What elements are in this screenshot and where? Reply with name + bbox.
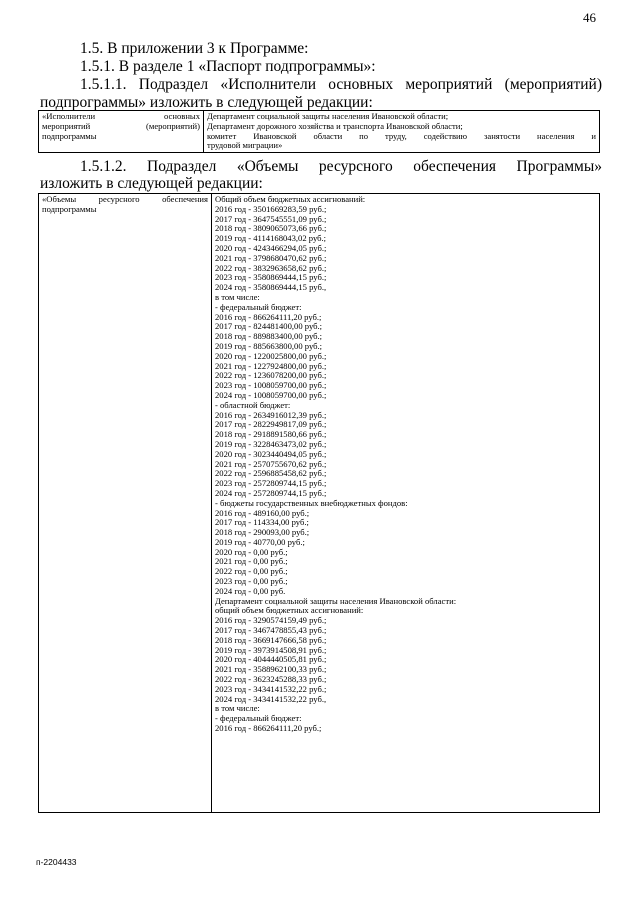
resources-line: 2018 год - 290093,00 руб.; — [215, 527, 310, 538]
resources-line: 2016 год - 489160,00 руб.; — [215, 507, 310, 518]
resources-line: 2021 год - 1227924800,00 руб.; — [215, 360, 327, 371]
executors-label-line: мероприятий (мероприятий) — [42, 120, 200, 131]
resources-label-cell — [39, 194, 212, 813]
resources-line: 2019 год - 40770,00 руб.; — [215, 536, 305, 547]
resources-line: в том числе: — [215, 291, 260, 302]
resources-line: 2020 год - 3023440494,05 руб.; — [215, 448, 327, 459]
resources-line: 2019 год - 885663800,00 руб.; — [215, 340, 323, 351]
resources-line: 2022 год - 3623245288,33 руб.; — [215, 674, 327, 685]
resources-line: 2024 год - 3580869444,15 руб., — [215, 282, 327, 293]
resources-line: 2021 год - 3588962100,33 руб.; — [215, 664, 327, 675]
resources-label-line: «Объемы ресурсного обеспечения — [42, 194, 208, 204]
resources-line: - областной бюджет: — [215, 399, 291, 410]
resources-value-cell — [212, 194, 600, 813]
heading-section-1-5: 1.5. В приложении 3 к Программе: — [80, 40, 309, 57]
resources-line: 2021 год - 2570755670,62 руб.; — [215, 458, 327, 469]
resources-line: - бюджеты государственных внебюджетных фондов: — [215, 497, 408, 508]
resources-line: 2017 год - 824481400,00 руб.; — [215, 321, 323, 332]
resources-line: 2017 год - 2822949817,09 руб.; — [215, 419, 327, 430]
executors-label-line: «Исполнители основных — [42, 111, 200, 121]
resources-line: - федеральный бюджет: — [215, 713, 302, 724]
resources-line: 2016 год - 3501669283,59 руб.; — [215, 203, 327, 214]
resources-line: 2023 год - 3434141532,22 руб.; — [215, 683, 327, 694]
resources-line: 2020 год - 1220025800,00 руб.; — [215, 350, 327, 361]
document-code: п-2204433 — [36, 857, 77, 867]
resources-line: 2024 год - 1008059700,00 руб.; — [215, 389, 327, 400]
executors-label-line: подпрограммы — [42, 130, 97, 141]
page-number: 46 — [583, 10, 596, 25]
resources-line: 2018 год - 3809065073,66 руб.; — [215, 223, 327, 234]
resources-line: 2020 год - 4044440505,81 руб.; — [215, 654, 327, 665]
resources-line: Департамент социальной защиты населения Ивановской области: — [215, 595, 457, 606]
resources-line: в том числе: — [215, 703, 260, 714]
resources-line: 2021 год - 0,00 руб.; — [215, 556, 288, 567]
heading-section-1-5-1-1-cont: подпрограммы» изложить в следующей редакции: — [40, 94, 373, 111]
resources-line: 2022 год - 2596885458,62 руб.; — [215, 468, 327, 479]
resources-line: 2016 год - 2634916012,39 руб.; — [215, 409, 327, 420]
resources-line: 2018 год - 3669147666,58 руб.; — [215, 634, 327, 645]
resources-line: 2022 год - 0,00 руб.; — [215, 566, 288, 577]
executors-line: Департамент социальной защиты населения Ивановской области; — [207, 111, 449, 121]
executors-label-cell — [39, 111, 204, 153]
resources-line: 2023 год - 2572809744,15 руб.; — [215, 478, 327, 489]
resources-line: 2023 год - 3580869444,15 руб.; — [215, 272, 327, 283]
resources-line: 2022 год - 1236078200,00 руб.; — [215, 370, 327, 381]
resources-line: 2023 год - 1008059700,00 руб.; — [215, 380, 327, 391]
resources-line: 2024 год - 0,00 руб. — [215, 585, 286, 596]
heading-section-1-5-1: 1.5.1. В разделе 1 «Паспорт подпрограммы»: — [80, 58, 376, 75]
resources-line: 2020 год - 0,00 руб.; — [215, 546, 288, 557]
executors-line: Департамент дорожного хозяйства и транспорта Ивановской области; — [207, 120, 463, 131]
resources-line: 2016 год - 866264111,20 руб.; — [215, 311, 322, 322]
resources-line: 2016 год - 866264111,20 руб.; — [215, 723, 322, 734]
resources-line: 2017 год - 3647545551,09 руб.; — [215, 213, 327, 224]
resources-line: 2016 год - 3290574159,49 руб.; — [215, 615, 327, 626]
resources-line: 2021 год - 3798680470,62 руб.; — [215, 252, 327, 263]
executors-value-cell — [204, 111, 600, 153]
heading-section-1-5-1-2-cont: изложить в следующей редакции: — [40, 175, 263, 192]
resources-label-line: подпрограммы — [42, 203, 97, 214]
resources-line: 2019 год - 3973914508,91 руб.; — [215, 644, 327, 655]
resources-line: 2024 год - 3434141532,22 руб., — [215, 693, 327, 704]
resources-line: 2017 год - 3467478855,43 руб.; — [215, 625, 327, 636]
resources-line: Общий объем бюджетных ассигнований: — [215, 194, 366, 204]
resources-line: 2018 год - 2918891580,66 руб.; — [215, 429, 327, 440]
resources-table — [38, 193, 600, 813]
resources-line: 2019 год - 3228463473,02 руб.; — [215, 438, 327, 449]
resources-line: 2020 год - 4243466294,05 руб.; — [215, 242, 327, 253]
executors-table — [38, 110, 600, 153]
resources-line: общий объем бюджетных ассигнований: — [215, 605, 364, 616]
resources-line: 2018 год - 889883400,00 руб.; — [215, 331, 323, 342]
heading-section-1-5-1-1: 1.5.1.1. Подраздел «Исполнители основных мероприятий (мероприятий) — [80, 76, 602, 93]
resources-line: - федеральный бюджет: — [215, 301, 302, 312]
resources-line: 2023 год - 0,00 руб.; — [215, 576, 288, 587]
resources-line: 2022 год - 3832963658,62 руб.; — [215, 262, 327, 273]
executors-line: комитет Ивановской области по труду, содействию занятости населения и — [207, 130, 596, 141]
resources-line: 2017 год - 114334,00 руб.; — [215, 517, 309, 528]
executors-line: трудовой миграции» — [207, 140, 283, 151]
heading-section-1-5-1-2: 1.5.1.2. Подраздел «Объемы ресурсного обеспечения Программы» — [80, 158, 602, 175]
resources-line: 2024 год - 2572809744,15 руб.; — [215, 487, 327, 498]
resources-line: 2019 год - 4114168043,02 руб.; — [215, 233, 327, 244]
